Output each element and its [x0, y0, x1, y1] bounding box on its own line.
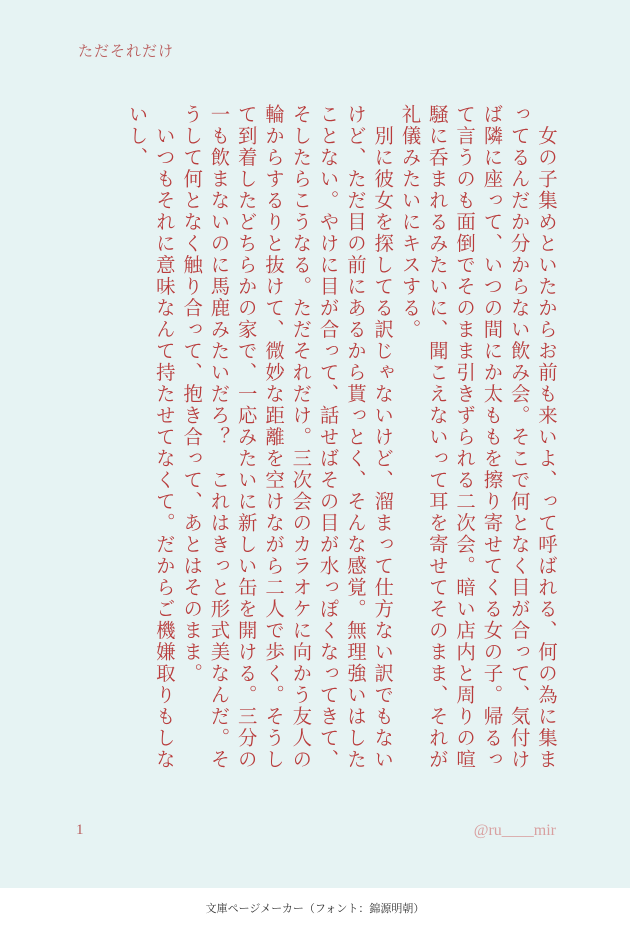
- author-handle: @ru____mir: [473, 822, 556, 839]
- page-number: 1: [76, 822, 84, 838]
- page-title: ただそれだけ: [78, 42, 175, 60]
- paragraph: いつもそれに意味なんて持たせてなくて。だからご機嫌取りもしないし、: [125, 104, 176, 771]
- vertical-body-text: [68, 104, 560, 784]
- footer-credit: 文庫ページメーカー（フォント：錦源明朝）: [205, 902, 425, 915]
- paragraph: 女の子集めといたからお前も来いよ、って呼ばれる、何の為に集まってるんだか分からない飲み会。そこで何となく目が合って、気付けば隣に座って、いつの間にか太ももを擦り寄せてくる女の子。帰るって言うのも面倒でそのまま引きずられる二次会。暗い店内と周りの喧騒に呑まれるみたいに、聞こえないって耳を寄せてそのまま、それが礼儀みたいにキスする。: [398, 104, 558, 771]
- paragraph: 別に彼女を探してる訳じゃないけど、溜まって仕方ない訳でもないけど、ただ目の前にあるから貰っとく、そんな感覚。無理強いはしたことない。やけに目が合って、話せばその目が水っぽくなってきて、そしたらこうなる。ただそれだけ。三次会のカラオケに向かう友人の輪からするりと抜けて、微妙な距離を空けながら二人で歩く。そうして到着したどちらかの家で、一応みたいに新しい缶を開ける。三分の一も飲まないのに馬鹿みたいだろ？ これはきっと形式美なんだ。そうして何となく触り合って、抱き合って、あとはそのまま。: [180, 104, 395, 771]
